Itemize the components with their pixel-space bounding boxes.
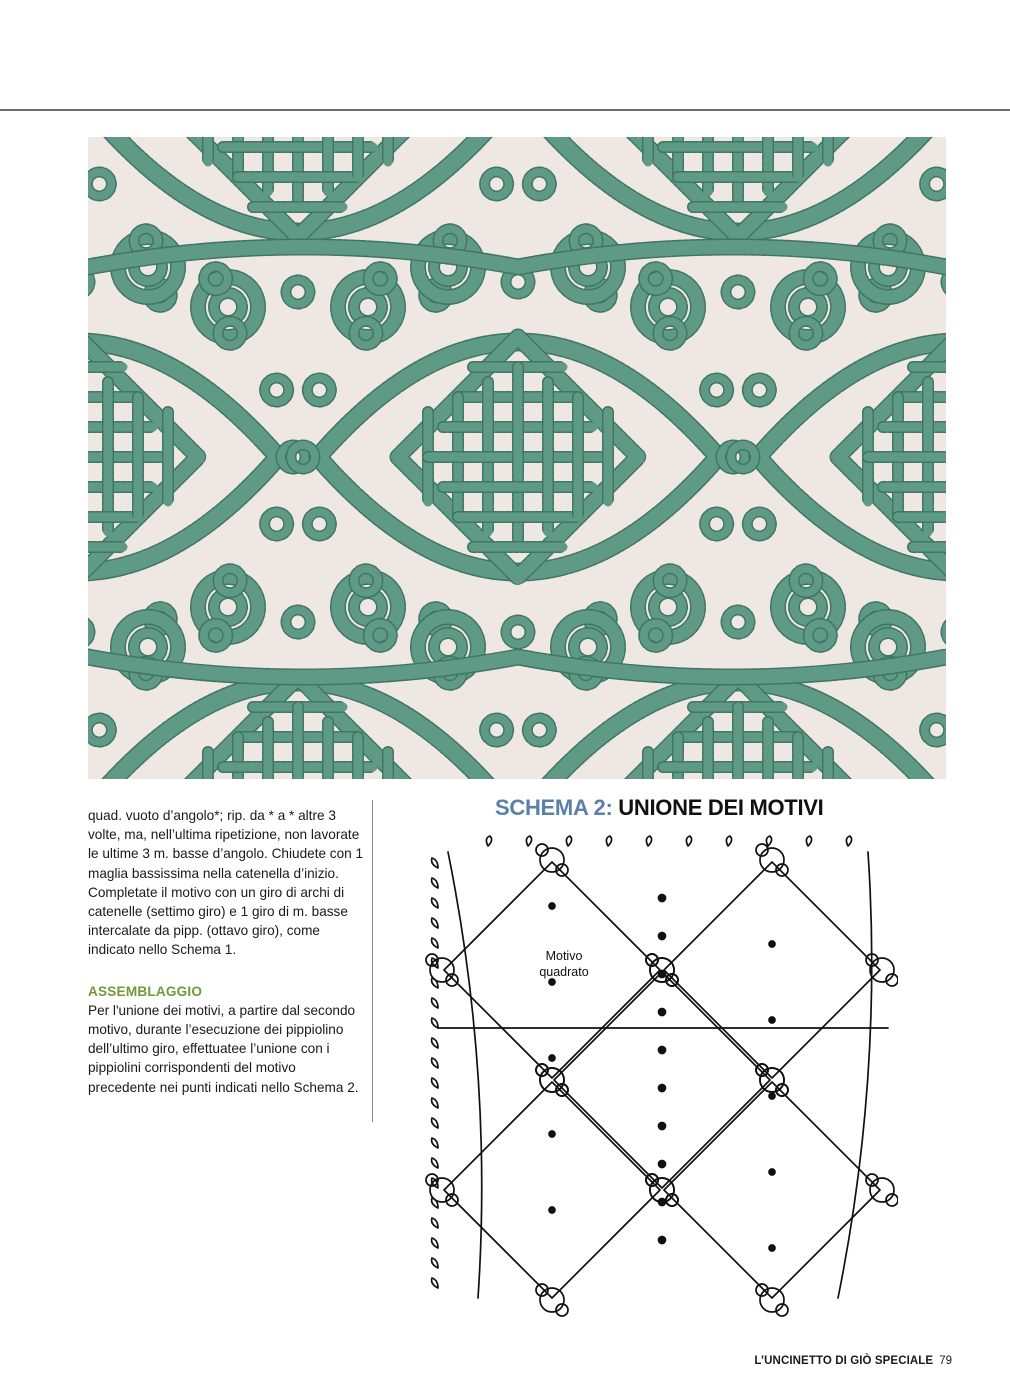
schema-title — [495, 795, 823, 821]
motif-1-corner-loop-1 — [870, 958, 894, 982]
join-dot-center-6 — [659, 1123, 666, 1130]
text-column — [88, 806, 364, 1097]
joining-diagram-drawing — [418, 828, 898, 1320]
diagram-lines — [426, 836, 898, 1316]
schema-title-main: UNIONE DEI MOTIVI — [612, 795, 824, 820]
join-dot-side-4 — [549, 1055, 555, 1061]
top-edge-picot-5 — [686, 836, 691, 846]
schema-title-prefix: SCHEMA 2: — [495, 795, 613, 820]
top-edge-picot-4 — [646, 836, 651, 846]
join-dot-center-8 — [659, 1199, 666, 1206]
instruction-paragraph-1: quad. vuoto d’angolo*; rip. da * a * altre 3 volte, ma, nell’ultima ripetizione, non lavorate le ultime 3 m. basse d’angolo. Chiudete con 1 maglia bassissima nella catenella d’inizio. — [88, 808, 364, 881]
motif-label — [524, 948, 604, 980]
joining-diagram — [418, 828, 898, 1320]
instruction-paragraph-2: Completate il motivo con un giro di archi di catenelle (settimo giro) e 1 giro di m. basse intercalate da pipp. (ottavo giro), come indicato nello Schema 1. — [88, 884, 348, 958]
join-dot-center-2 — [659, 971, 666, 978]
left-edge-picot-0 — [432, 858, 438, 868]
join-dot-center-0 — [659, 895, 666, 902]
left-edge-picot-7 — [432, 998, 438, 1008]
join-dot-side-6 — [549, 1131, 555, 1137]
join-dot-side-8 — [549, 1207, 555, 1213]
diagram-arc-1 — [838, 852, 872, 1298]
left-edge-picot-6 — [432, 978, 438, 988]
left-edge-picot-18 — [432, 1218, 438, 1228]
motif-4-corner-loop-0 — [760, 1068, 784, 1092]
motif-4-corner-loop-2 — [760, 1288, 784, 1312]
join-dot-center-9 — [659, 1237, 666, 1244]
left-edge-picot-13 — [432, 1118, 438, 1128]
top-edge-picot-1 — [526, 836, 531, 846]
magazine-name: L’UNCINETTO DI GIÒ SPECIALE — [754, 1355, 934, 1367]
motif-3-corner-loop-2 — [540, 1288, 564, 1312]
join-dot-center-3 — [659, 1009, 666, 1016]
page-number: 79 — [939, 1355, 952, 1367]
motif-0-corner-loop-0 — [540, 848, 564, 872]
left-edge-picot-1 — [432, 878, 438, 888]
page-footer — [754, 1355, 952, 1367]
join-dot-center-7 — [659, 1161, 666, 1168]
left-edge-picot-11 — [432, 1078, 438, 1088]
motif-3-corner-loop-0 — [540, 1068, 564, 1092]
join-dot-side-9 — [769, 1245, 775, 1251]
join-dot-center-1 — [659, 933, 666, 940]
motif-outline-1 — [664, 862, 880, 1078]
crochet-lace-photo — [88, 137, 946, 779]
left-edge-picot-3 — [432, 918, 438, 928]
left-edge-picot-20 — [432, 1258, 438, 1268]
top-rule — [0, 109, 1010, 111]
top-edge-picot-7 — [766, 836, 771, 846]
column-divider — [372, 800, 373, 1122]
join-dot-side-7 — [769, 1169, 775, 1175]
left-edge-picot-21 — [432, 1278, 438, 1288]
join-dot-side-5 — [769, 1093, 775, 1099]
left-edge-picot-14 — [432, 1138, 438, 1148]
left-edge-picot-19 — [432, 1238, 438, 1248]
left-edge-picot-2 — [432, 898, 438, 908]
motif-4-corner-loop-1 — [870, 1178, 894, 1202]
motif-outline-3 — [444, 1082, 660, 1298]
motif-outline-2 — [554, 972, 770, 1188]
top-edge-picot-9 — [846, 836, 851, 846]
join-dot-center-4 — [659, 1047, 666, 1054]
join-dot-side-1 — [769, 941, 775, 947]
join-dot-side-3 — [769, 1017, 775, 1023]
motif-label-line1: Motivo — [545, 949, 583, 963]
top-edge-picot-3 — [606, 836, 611, 846]
left-edge-picot-8 — [432, 1018, 438, 1028]
lace-motif-0-picot-900 — [88, 620, 90, 644]
section-heading-assemblaggio: ASSEMBLAGGIO — [88, 983, 203, 999]
left-edge-picot-10 — [432, 1058, 438, 1068]
crochet-lace-image — [88, 137, 946, 779]
left-edge-picot-4 — [432, 938, 438, 948]
left-edge-picot-15 — [432, 1158, 438, 1168]
instruction-paragraph-3: Per l'unione dei motivi, a partire dal secondo motivo, durante l’esecuzione dei pippiolino dell’ultimo giro, effettuatee l’unione con i pippiolini corrispondenti del motivo precedente nei punti indicati nello Schema 2. — [88, 1002, 359, 1095]
top-edge-picot-6 — [726, 836, 731, 846]
diagram-arc-0 — [448, 852, 482, 1298]
motif-outline-4 — [664, 1082, 880, 1298]
motif-label-line2: quadrato — [539, 965, 589, 979]
join-dot-side-0 — [549, 903, 555, 909]
top-edge-picot-8 — [806, 836, 811, 846]
left-edge-picot-12 — [432, 1098, 438, 1108]
top-edge-picot-0 — [486, 836, 491, 846]
join-dot-center-5 — [659, 1085, 666, 1092]
left-edge-picot-9 — [432, 1038, 438, 1048]
top-edge-picot-2 — [566, 836, 571, 846]
left-edge-picot-17 — [432, 1198, 438, 1208]
motif-1-corner-loop-0 — [760, 848, 784, 872]
